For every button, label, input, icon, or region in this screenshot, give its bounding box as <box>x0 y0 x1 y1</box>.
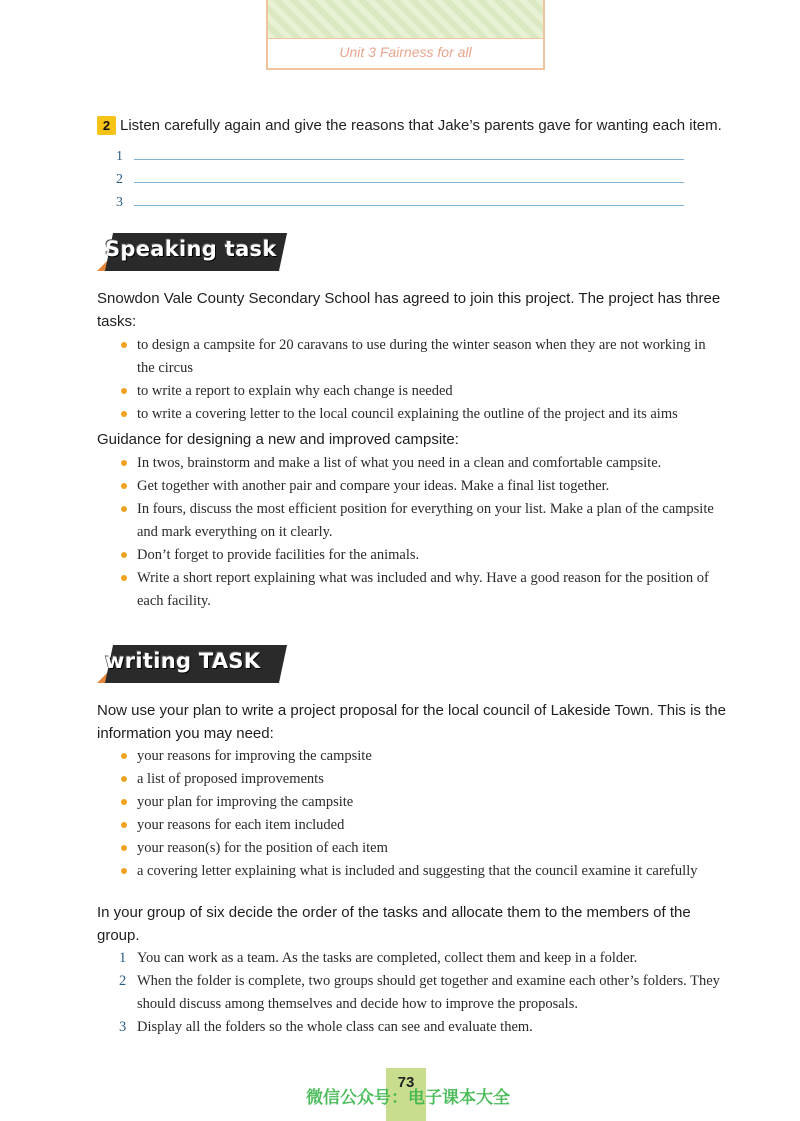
writing-task-banner <box>97 645 283 683</box>
answer-line[interactable] <box>116 142 684 165</box>
list-item: your reason(s) for the position of each item <box>117 837 722 860</box>
unit-label: Unit 3 Fairness for all <box>339 44 472 60</box>
step-number: 1 <box>119 950 127 966</box>
list-item: Get together with another pair and compare your ideas. Make a final list together. <box>117 475 722 498</box>
list-item: to write a covering letter to the local council explaining the outline of the project and its aims <box>117 403 722 426</box>
answer-rule <box>134 205 684 206</box>
speaking-task-list <box>117 334 722 426</box>
list-item: a list of proposed improvements <box>117 768 722 791</box>
list-item: to write a report to explain why each change is needed <box>117 380 722 403</box>
bullet-icon <box>121 822 127 828</box>
steps-list <box>117 947 722 1039</box>
answer-rule <box>134 182 684 183</box>
bullet-icon <box>121 799 127 805</box>
step-number: 2 <box>119 973 127 989</box>
page-number: 73 <box>397 1074 415 1091</box>
list-item: 2 When the folder is complete, two groups should get together and examine each other’s folders. They should discuss among themselves and decide how to improve the proposals. <box>117 970 722 1016</box>
bullet-icon <box>121 411 127 417</box>
list-item: a covering letter explaining what is included and suggesting that the council examine it carefully <box>117 860 722 883</box>
guidance-list <box>117 452 722 613</box>
answer-line[interactable] <box>116 188 684 211</box>
list-item: your reasons for each item included <box>117 814 722 837</box>
bullet-icon <box>121 575 127 581</box>
list-item: In fours, discuss the most efficient position for everything on your list. Make a plan of the campsite and mark everything on it clearly. <box>117 498 722 544</box>
answer-line-number: 3 <box>116 195 123 210</box>
list-item: Write a short report explaining what was included and why. Have a good reason for the position of each facility. <box>117 567 722 613</box>
bullet-icon <box>121 342 127 348</box>
speaking-task-title: Speaking task <box>105 237 277 261</box>
bullet-icon <box>121 552 127 558</box>
bullet-icon <box>121 460 127 466</box>
list-item: your plan for improving the campsite <box>117 791 722 814</box>
list-item: 3 Display all the folders so the whole class can see and evaluate them. <box>117 1016 722 1039</box>
writing-info-list <box>117 745 722 883</box>
list-item: Don’t forget to provide facilities for the animals. <box>117 544 722 567</box>
question-2 <box>97 116 737 135</box>
speaking-intro: Snowdon Vale County Secondary School has agreed to join this project. The project has three tasks: <box>97 290 721 330</box>
answer-line-number: 2 <box>116 172 123 187</box>
answer-line-number: 1 <box>116 149 123 164</box>
question-number-badge: 2 <box>97 116 116 135</box>
guidance-title: Guidance for designing a new and improved campsite: <box>97 431 459 448</box>
list-item: your reasons for improving the campsite <box>117 745 722 768</box>
bullet-icon <box>121 506 127 512</box>
list-item: 1 You can work as a team. As the tasks are completed, collect them and keep in a folder. <box>117 947 722 970</box>
bullet-icon <box>121 753 127 759</box>
bullet-icon <box>121 483 127 489</box>
answer-rule <box>134 159 684 160</box>
unit-header-box <box>266 0 545 70</box>
watermark: 微信公众号：电子课本大全 <box>306 1088 510 1108</box>
answer-lines <box>116 142 684 211</box>
writing-intro: Now use your plan to write a project proposal for the local council of Lakeside Town. This is the information you may need: <box>97 702 726 742</box>
bullet-icon <box>121 868 127 874</box>
answer-line[interactable] <box>116 165 684 188</box>
bullet-icon <box>121 776 127 782</box>
list-item: In twos, brainstorm and make a list of what you need in a clean and comfortable campsite. <box>117 452 722 475</box>
step-number: 3 <box>119 1019 127 1035</box>
speaking-task-banner <box>97 233 283 271</box>
question-text: Listen carefully again and give the reasons that Jake’s parents gave for wanting each item. <box>120 117 722 134</box>
bullet-icon <box>121 388 127 394</box>
writing-task-title: writing TASK <box>105 649 261 673</box>
list-item: to design a campsite for 20 caravans to use during the winter season when they are not working in the circus <box>117 334 722 380</box>
bullet-icon <box>121 845 127 851</box>
group-instructions: In your group of six decide the order of the tasks and allocate them to the members of the group. <box>97 904 691 944</box>
header-pattern <box>268 0 543 39</box>
